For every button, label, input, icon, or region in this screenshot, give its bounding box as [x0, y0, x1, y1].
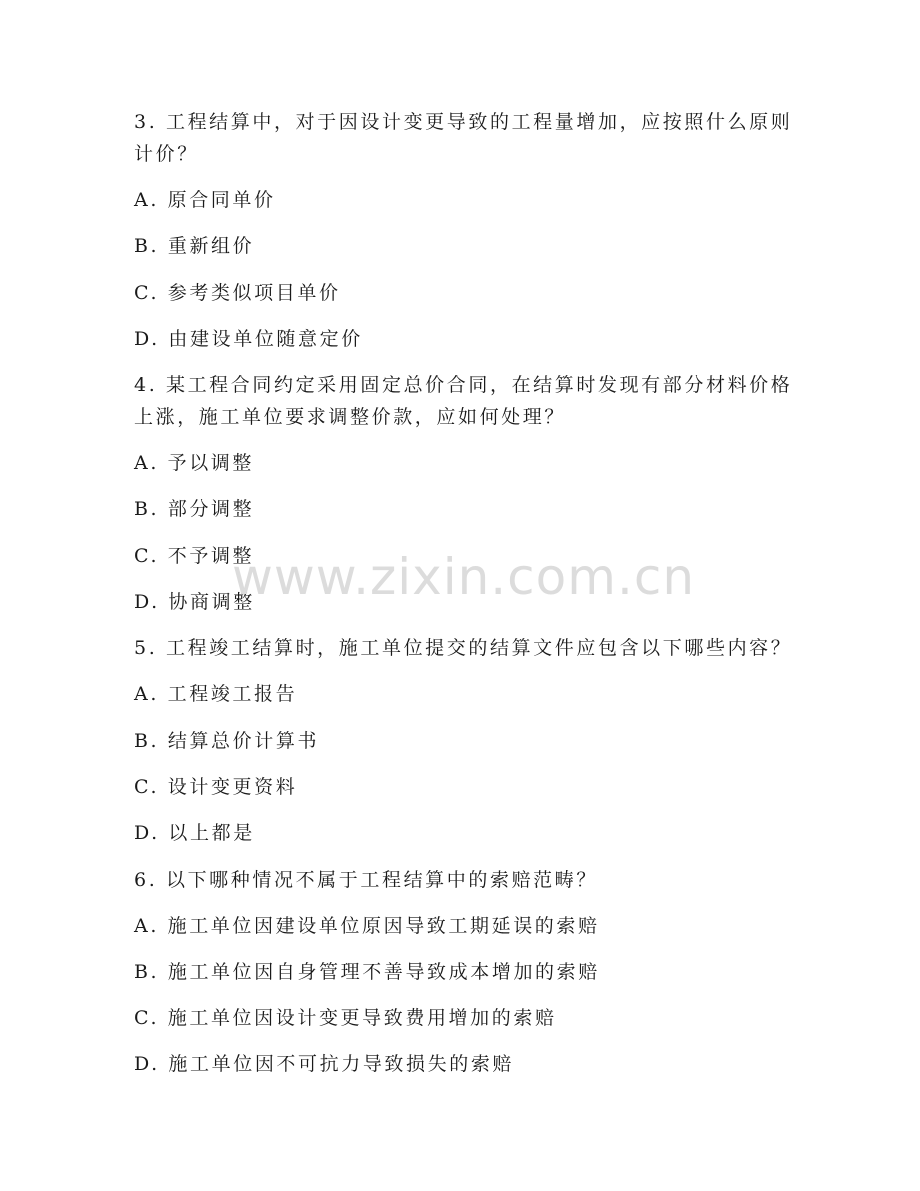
question-3-option-b: B. 重新组价	[134, 235, 255, 258]
question-6-option-d: D. 施工单位因不可抗力导致损失的索赔	[134, 1053, 515, 1076]
question-3: 3. 工程结算中，对于因设计变更导致的工程量增加，应按照什么原则计价？	[134, 111, 793, 165]
question-3-option-c: C. 参考类似项目单价	[134, 281, 341, 304]
question-5-option-a: A. 工程竣工报告	[134, 683, 298, 706]
question-5-option-b: B. 结算总价计算书	[134, 729, 320, 752]
question-4-option-c: C. 不予调整	[134, 544, 255, 567]
question-6-option-a: A. 施工单位因建设单位原因导致工期延误的索赔	[134, 914, 600, 937]
question-5-option-c: C. 设计变更资料	[134, 775, 298, 798]
question-5-option-d: D. 以上都是	[134, 822, 255, 845]
question-4-option-d: D. 协商调整	[134, 591, 255, 614]
question-3-option-a: A. 原合同单价	[134, 189, 276, 211]
question-6: 6. 以下哪种情况不属于工程结算中的索赔范畴？	[134, 868, 598, 891]
question-4-option-b: B. 部分调整	[134, 498, 255, 521]
question-6-option-c: C. 施工单位因设计变更导致费用增加的索赔	[134, 1007, 557, 1030]
question-6-option-b: B. 施工单位因自身管理不善导致成本增加的索赔	[134, 960, 600, 983]
watermark: www.zixin.com.cn	[232, 548, 696, 606]
question-4: 4. 某工程合同约定采用固定总价合同，在结算时发现有部分材料价格上涨，施工单位要求调整价款，应如何处理？	[134, 374, 793, 429]
question-4-option-a: A. 予以调整	[134, 452, 255, 475]
question-5: 5. 工程竣工结算时，施工单位提交的结算文件应包含以下哪些内容？	[134, 637, 793, 660]
question-3-option-d: D. 由建设单位随意定价	[134, 327, 363, 350]
